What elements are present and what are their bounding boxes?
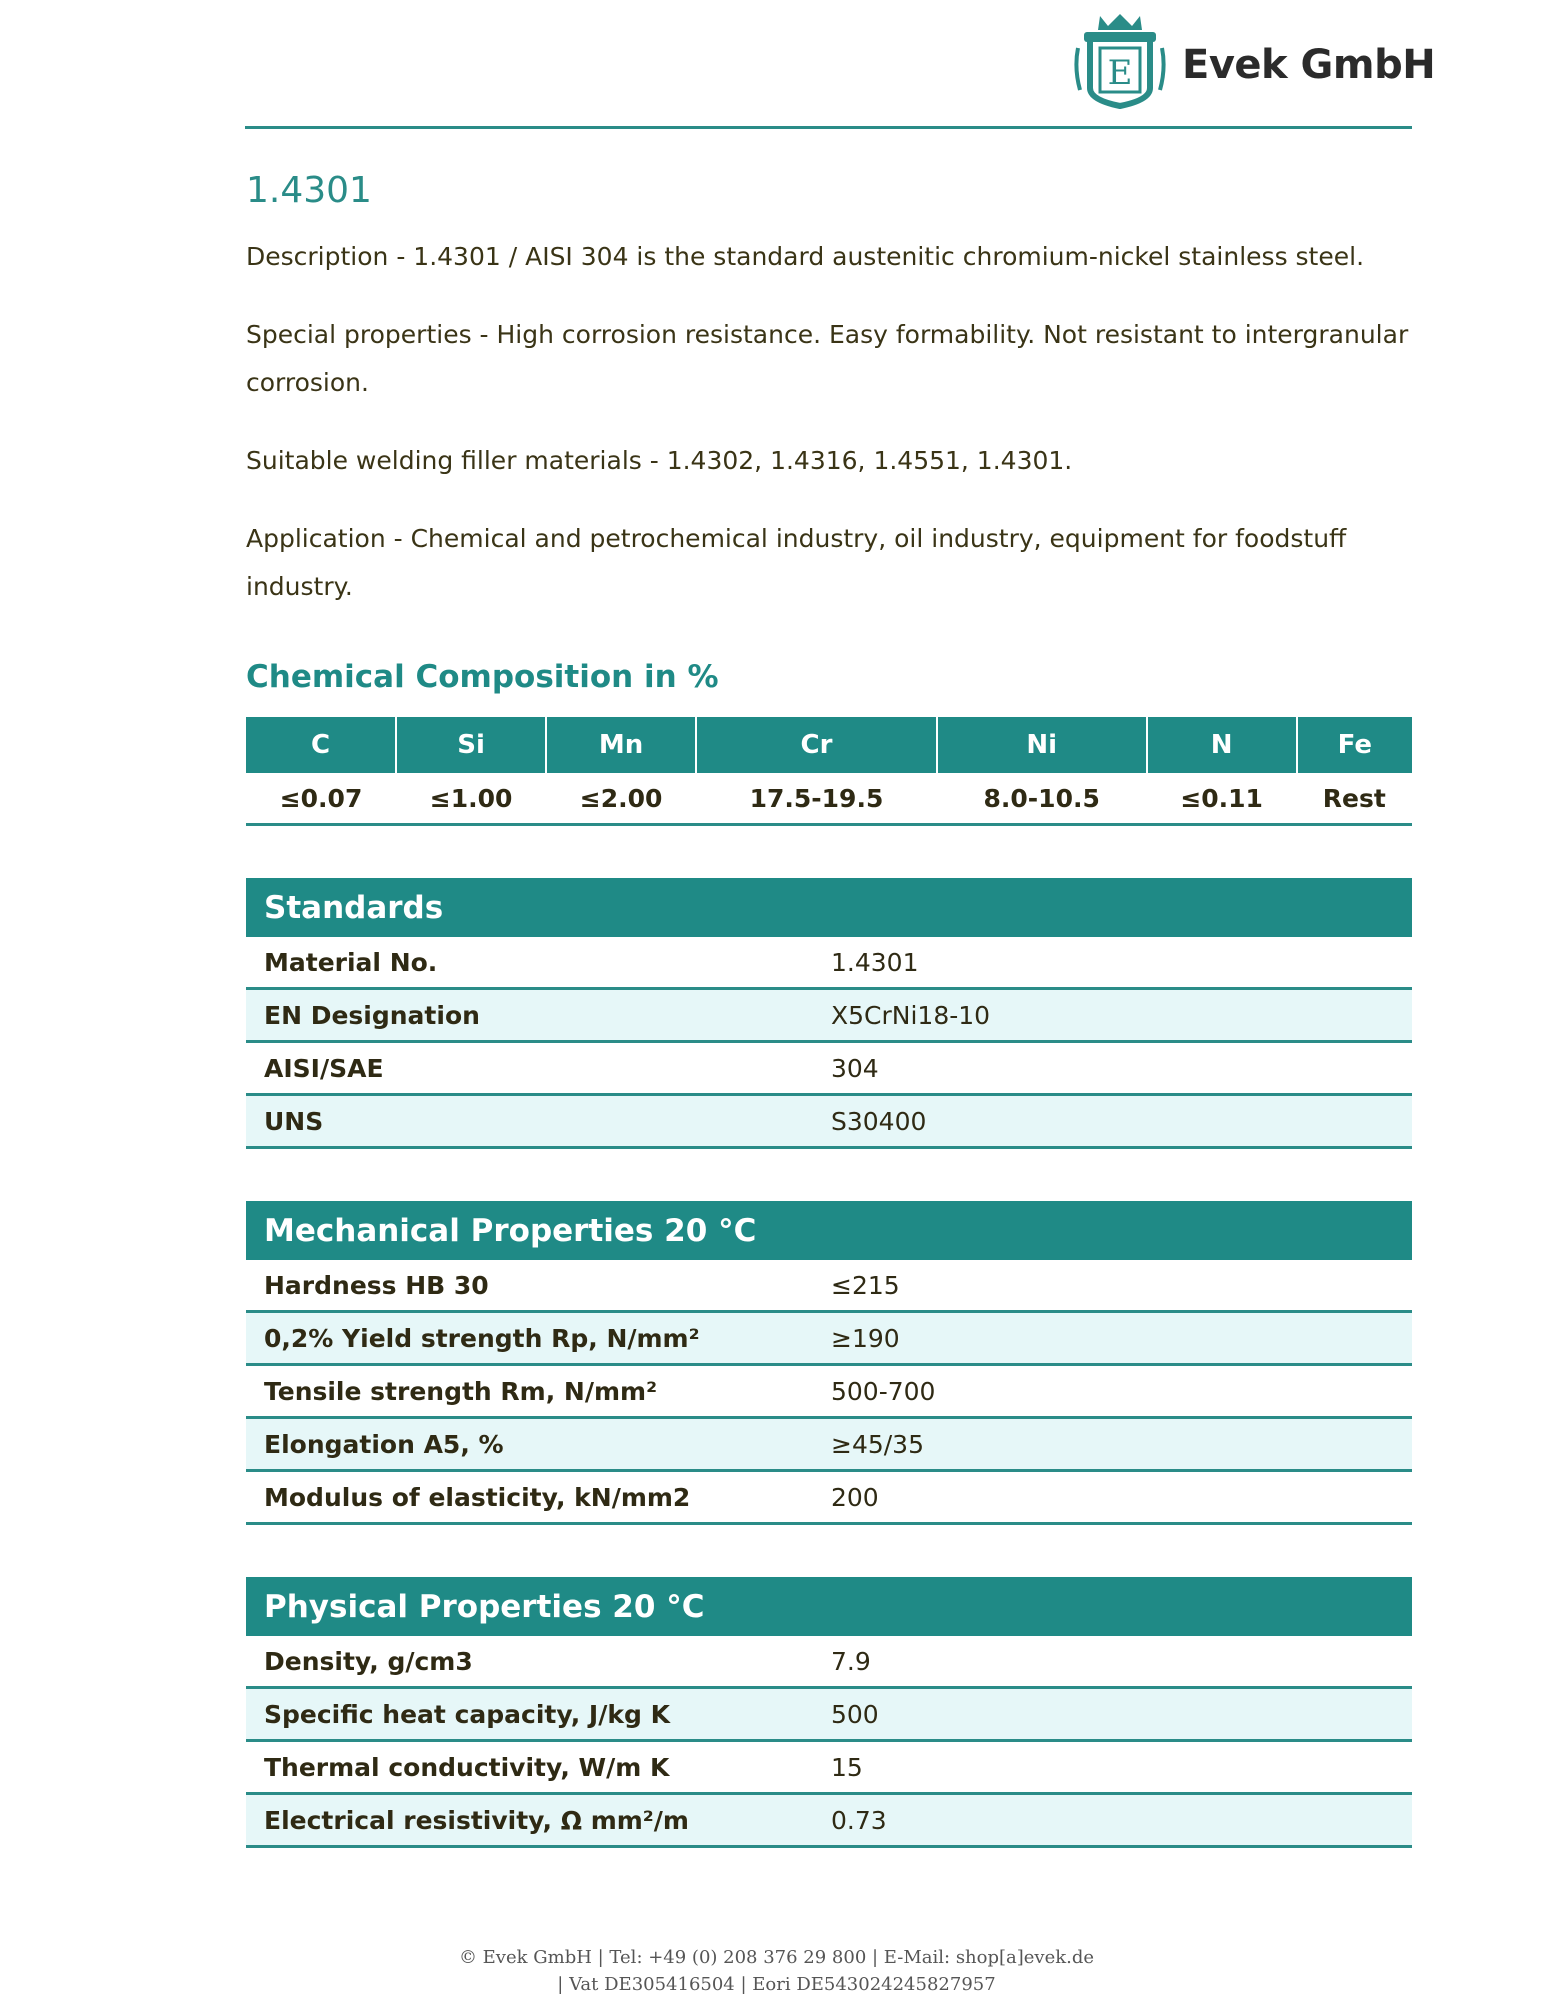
document-body: [246, 160, 1412, 1848]
row-value: 15: [830, 1741, 1412, 1794]
row-label: Density, g/cm3: [246, 1636, 830, 1688]
special-properties-paragraph: Special properties - High corrosion resistance. Easy formability. Not resistant to intergranular corrosion.: [246, 320, 1409, 397]
chemical-composition-table: [246, 717, 1412, 826]
row-value: 304: [830, 1042, 1412, 1095]
table-row: [246, 1741, 1412, 1794]
table-row: [246, 1042, 1412, 1095]
mechanical-properties-table: [246, 1201, 1412, 1525]
element-value: 17.5-19.5: [696, 773, 937, 825]
page-footer: [0, 1944, 1553, 1998]
table-row: [246, 1418, 1412, 1471]
element-value: ≤1.00: [396, 773, 546, 825]
element-value: ≤0.11: [1147, 773, 1297, 825]
row-value: S30400: [830, 1095, 1412, 1148]
chemical-header-row: [246, 717, 1412, 773]
element-header: Cr: [696, 717, 937, 773]
row-value: 1.4301: [830, 937, 1412, 989]
mechanical-properties-title: Mechanical Properties 20 °C: [246, 1201, 1412, 1260]
table-row: [246, 1365, 1412, 1418]
table-row: [246, 1688, 1412, 1741]
logo-emblem-icon: [1070, 8, 1170, 112]
element-header: Mn: [546, 717, 696, 773]
row-value: 500: [830, 1688, 1412, 1741]
table-row: [246, 1636, 1412, 1688]
chemical-values-row: [246, 773, 1412, 825]
row-label: 0,2% Yield strength Rp, N/mm²: [246, 1312, 830, 1365]
row-label: Hardness HB 30: [246, 1260, 830, 1312]
element-value: Rest: [1297, 773, 1412, 825]
row-value: X5CrNi18-10: [830, 989, 1412, 1042]
element-header: Ni: [937, 717, 1147, 773]
element-value: ≤2.00: [546, 773, 696, 825]
row-label: Material No.: [246, 937, 830, 989]
row-value: 200: [830, 1471, 1412, 1524]
svg-text:E: E: [1107, 53, 1133, 93]
row-value: ≥190: [830, 1312, 1412, 1365]
table-row: [246, 1095, 1412, 1148]
table-row: [246, 1794, 1412, 1847]
table-row: [246, 1260, 1412, 1312]
row-label: UNS: [246, 1095, 830, 1148]
row-value: 0.73: [830, 1794, 1412, 1847]
table-row: [246, 989, 1412, 1042]
element-header: Fe: [1297, 717, 1412, 773]
standards-title: Standards: [246, 878, 1412, 937]
application-paragraph: Application - Chemical and petrochemical industry, oil industry, equipment for foodstuff industry.: [246, 524, 1347, 601]
row-label: Specific heat capacity, J/kg K: [246, 1688, 830, 1741]
welding-filler-paragraph: Suitable welding filler materials - 1.4302, 1.4316, 1.4551, 1.4301.: [246, 446, 1073, 475]
footer-registration-line: | Vat DE305416504 | Eori DE543024245827957: [557, 1974, 996, 1995]
row-value: ≥45/35: [830, 1418, 1412, 1471]
description-paragraph: Description - 1.4301 / AISI 304 is the standard austenitic chromium-nickel stainless steel.: [246, 242, 1365, 271]
row-value: 500-700: [830, 1365, 1412, 1418]
physical-properties-title: Physical Properties 20 °C: [246, 1577, 1412, 1636]
row-label: AISI/SAE: [246, 1042, 830, 1095]
table-row: [246, 937, 1412, 989]
row-label: Tensile strength Rm, N/mm²: [246, 1365, 830, 1418]
company-logo: [1070, 8, 1435, 112]
element-value: ≤0.07: [246, 773, 396, 825]
row-value: 7.9: [830, 1636, 1412, 1688]
element-header: Si: [396, 717, 546, 773]
element-value: 8.0-10.5: [937, 773, 1147, 825]
element-header: N: [1147, 717, 1297, 773]
header-divider: [245, 126, 1412, 129]
row-label: Thermal conductivity, W/m K: [246, 1741, 830, 1794]
table-row: [246, 1471, 1412, 1524]
row-value: ≤215: [830, 1260, 1412, 1312]
row-label: Modulus of elasticity, kN/mm2: [246, 1471, 830, 1524]
table-row: [246, 1312, 1412, 1365]
chemical-composition-title: Chemical Composition in %: [246, 659, 719, 695]
footer-contact-line: © Evek GmbH | Tel: +49 (0) 208 376 29 800 | E-Mail: shop[a]evek.de: [458, 1947, 1095, 1968]
physical-properties-table: [246, 1577, 1412, 1848]
standards-table: [246, 878, 1412, 1149]
page-title: 1.4301: [246, 170, 372, 211]
company-name: Evek GmbH: [1182, 42, 1436, 88]
row-label: Elongation A5, %: [246, 1418, 830, 1471]
element-header: C: [246, 717, 396, 773]
row-label: Electrical resistivity, Ω mm²/m: [246, 1794, 830, 1847]
row-label: EN Designation: [246, 989, 830, 1042]
